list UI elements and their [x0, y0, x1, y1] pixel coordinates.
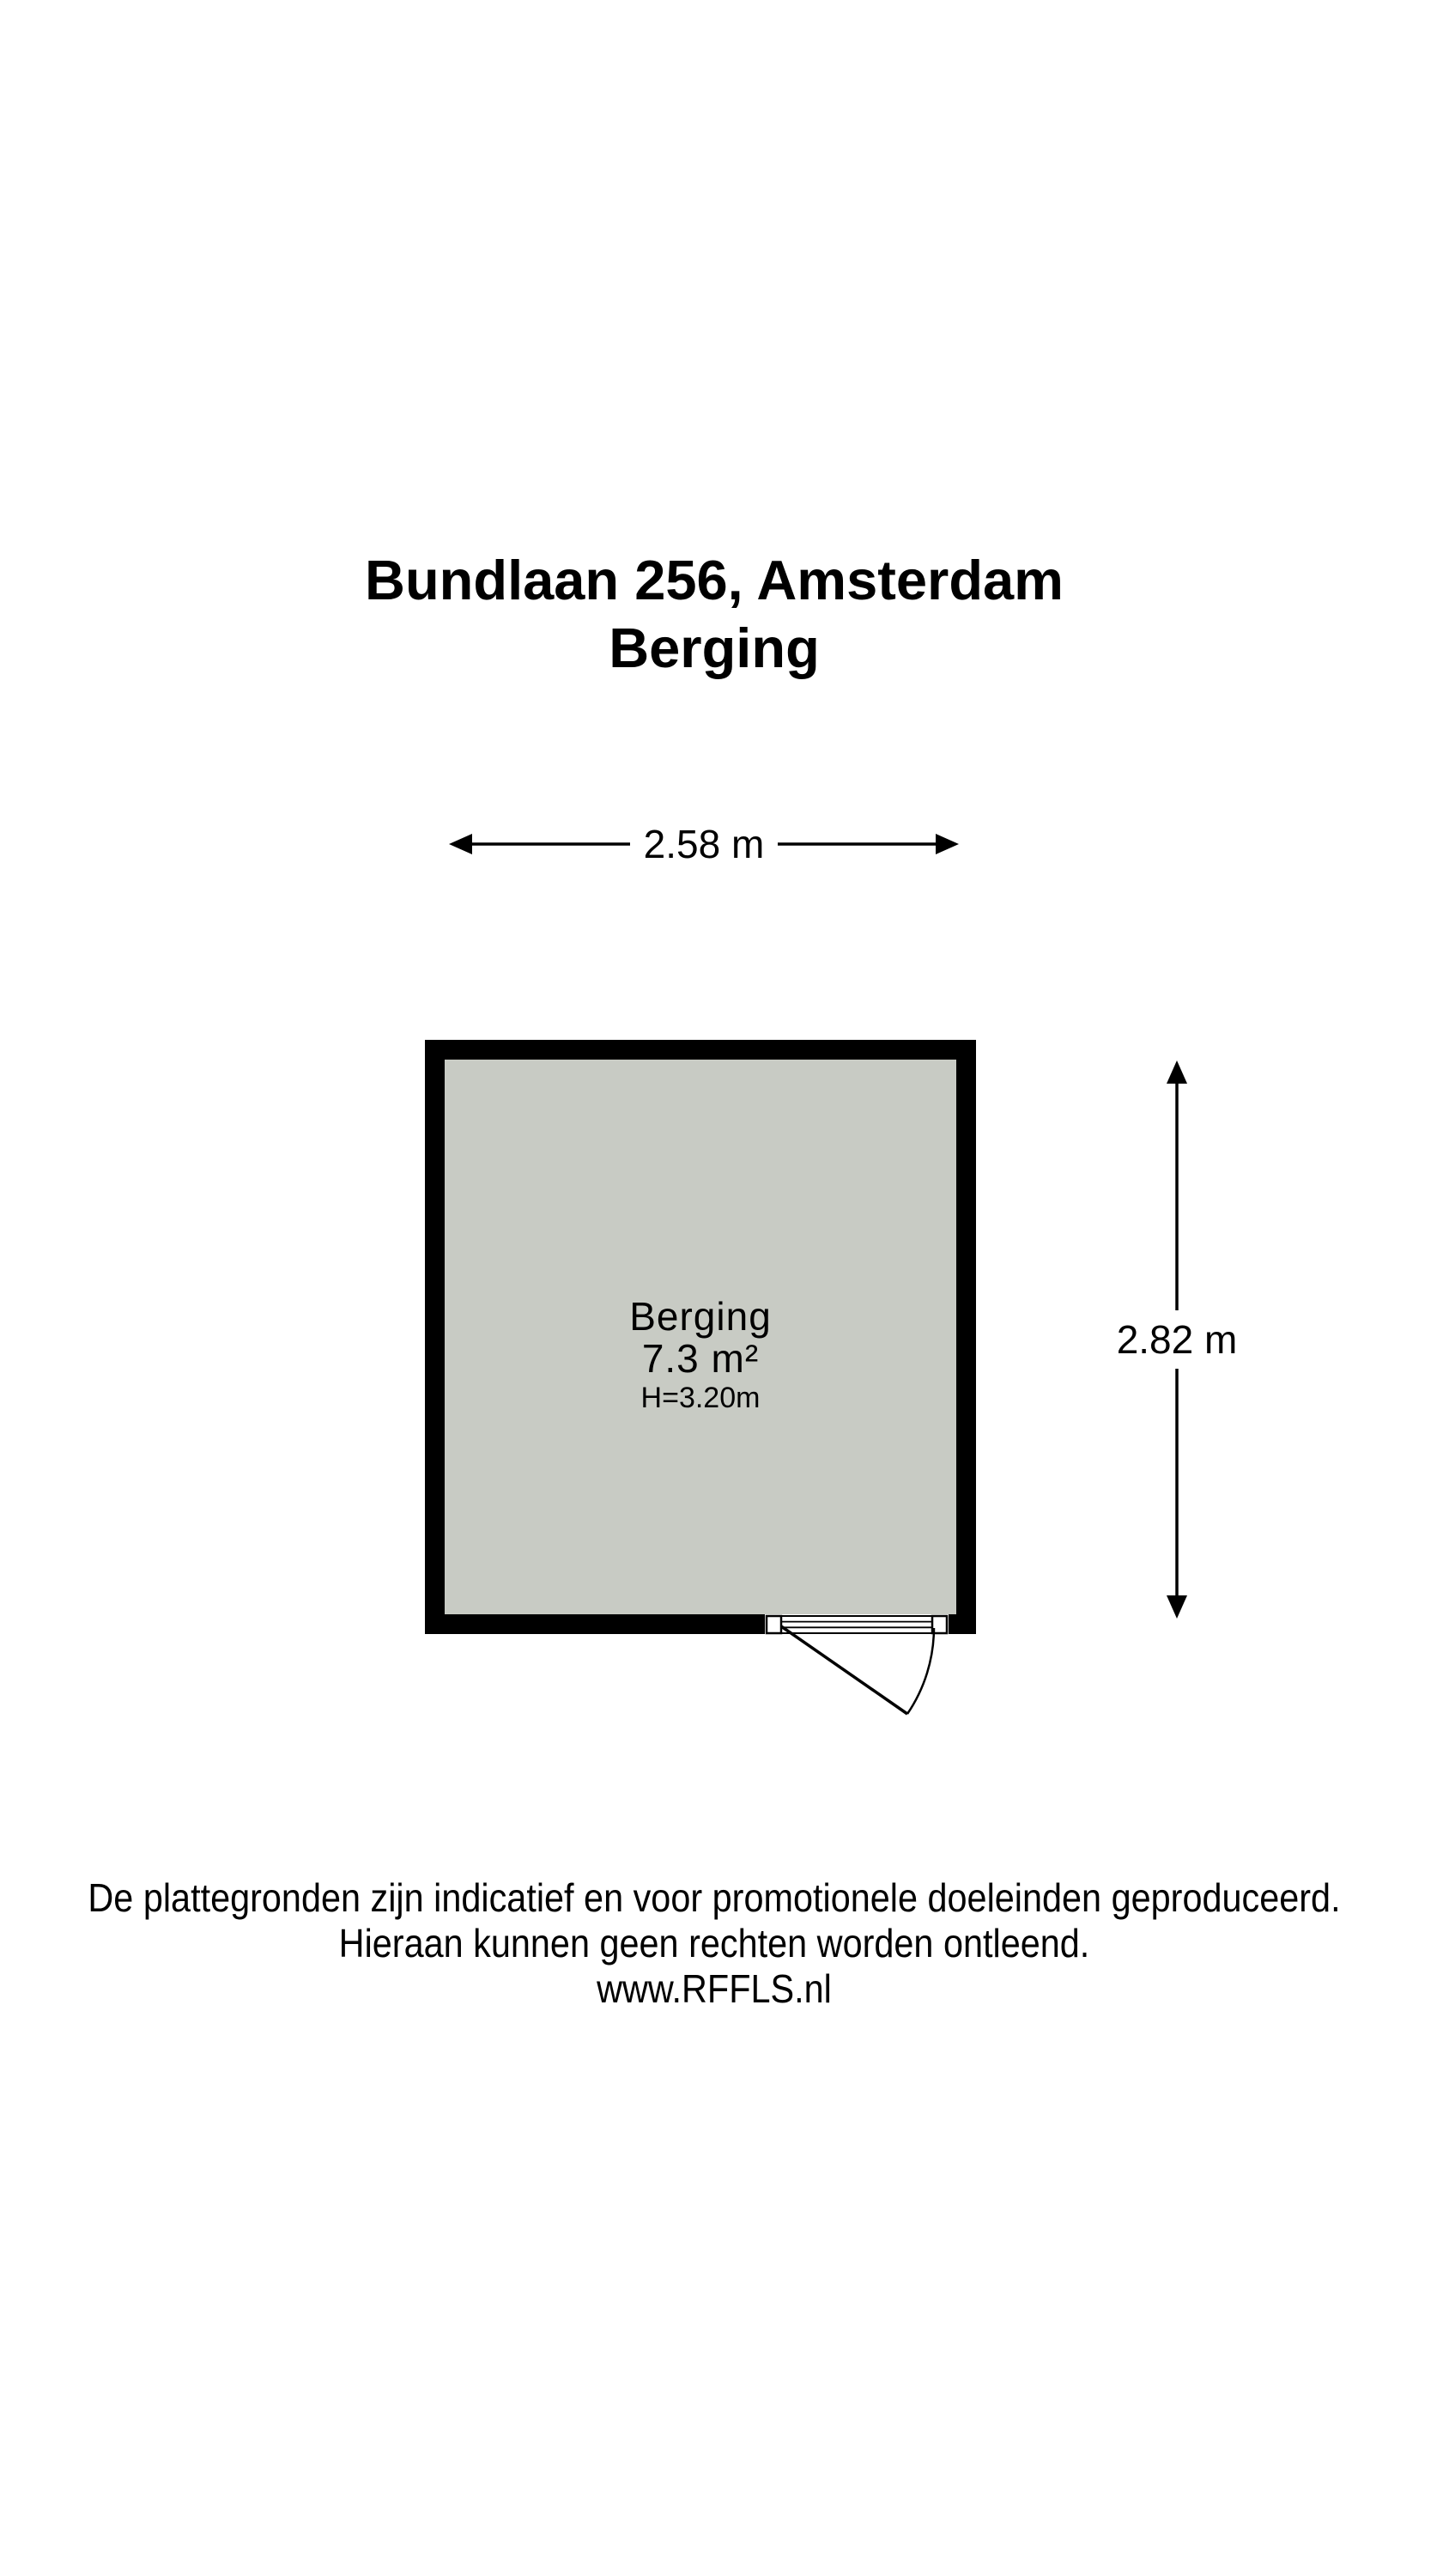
disclaimer-line-1: De plattegronden zijn indicatief en voor promotionele doeleinden geproduceerd.: [88, 1875, 1341, 1920]
room-ceiling-height-label: H=3.20m: [640, 1382, 761, 1414]
page-title: [0, 546, 1428, 682]
room-area-label: 7.3 m²: [641, 1336, 760, 1381]
dimension-height: [1116, 1049, 1238, 1630]
room-name-label: Berging: [629, 1294, 772, 1339]
disclaimer-line-2: Hieraan kunnen geen rechten worden ontleend.: [338, 1921, 1090, 1965]
dimension-height-label: 2.82 m: [1108, 1310, 1246, 1369]
title-room-name: Berging: [609, 617, 820, 679]
door-icon: [760, 1610, 957, 1726]
disclaimer-website: www.RFFLS.nl: [597, 1966, 832, 2011]
room-label-group: [445, 1295, 956, 1417]
dimension-width-label: 2.58 m: [630, 822, 779, 866]
disclaimer: [0, 1875, 1428, 2012]
dimension-width: [440, 824, 967, 864]
title-address: Bundlaan 256, Amsterdam: [365, 549, 1064, 611]
